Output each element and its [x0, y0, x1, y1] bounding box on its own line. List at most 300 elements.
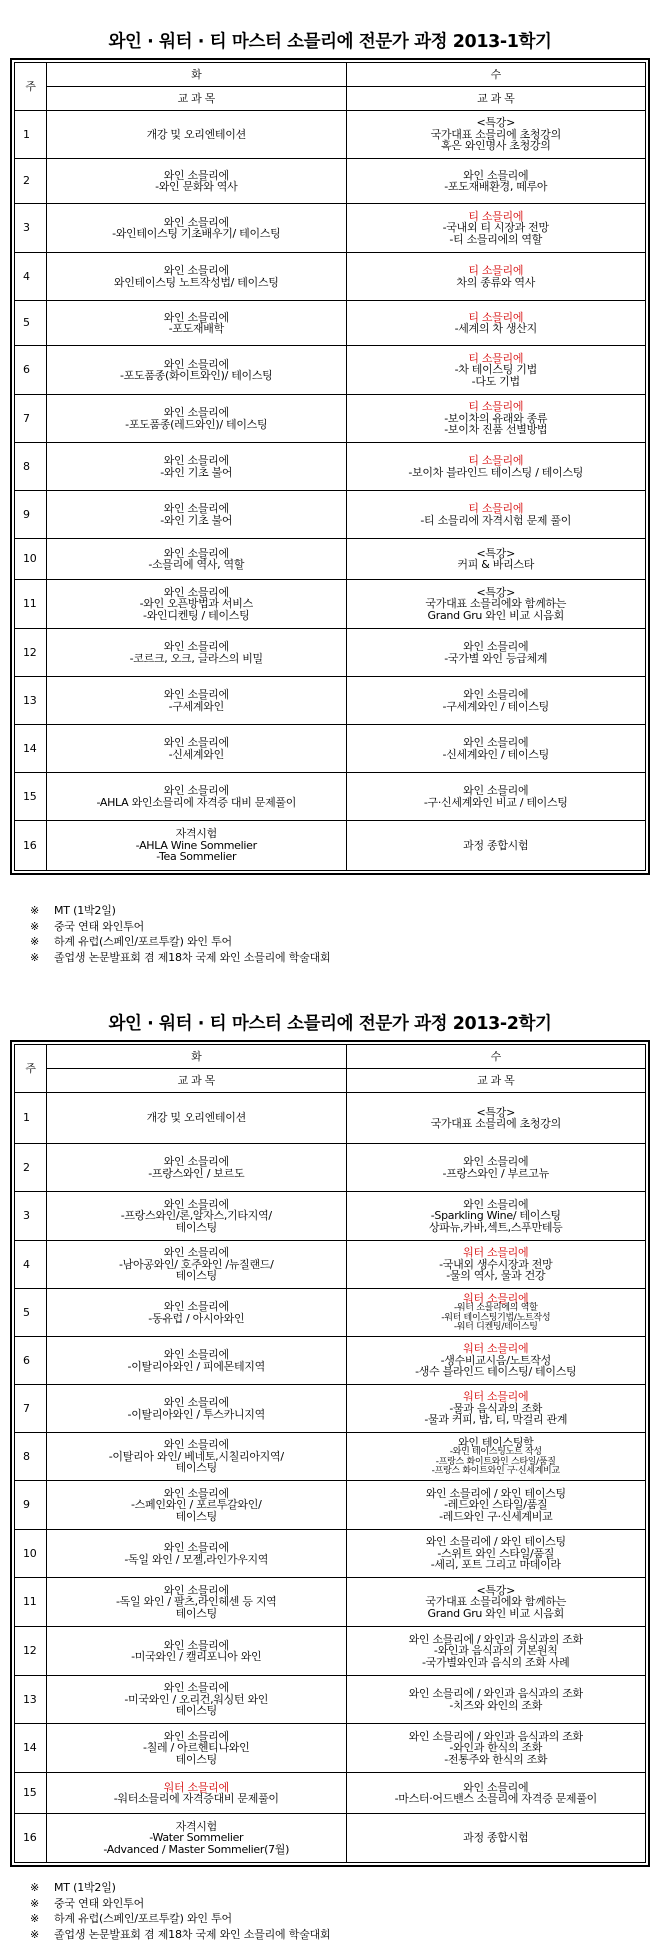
- week-number-cell: 6: [15, 1337, 47, 1385]
- cell-line: -치즈와 와인의 조화: [449, 1698, 543, 1712]
- cell-line: -마스터·어드밴스 소믈리에 자격증 문제풀이: [394, 1792, 597, 1805]
- cell-line: 와인 소믈리에: [163, 1246, 229, 1260]
- semester-1-notes: [30, 903, 330, 965]
- wednesday-subject-cell: [346, 677, 646, 725]
- cell-line: 테이스팅: [175, 1509, 217, 1523]
- cell-line: -독일 와인 / 팔츠,라인헤센 등 지역: [116, 1595, 277, 1609]
- cell-line: 와인 소믈리에: [463, 1155, 529, 1168]
- cell-line: 자격시험: [175, 1819, 217, 1833]
- cell-line: 와인 소믈리에: [163, 1583, 229, 1597]
- semester-2-title: 와인 · 워터 · 티 마스터 소믈리에 전문가 과정 2013-2학기: [108, 1014, 552, 1034]
- cell-line: 국가대표 소믈리에 초청강의: [430, 127, 561, 141]
- wednesday-subject-cell: [346, 301, 646, 346]
- cell-line: -다도 기법: [471, 374, 520, 388]
- cell-line: 워터 소믈리에: [463, 1342, 529, 1356]
- note-item: [30, 1896, 330, 1912]
- cell-line: 와인 소믈리에: [163, 215, 229, 229]
- table-row: [15, 159, 646, 204]
- cell-line: 와인 소믈리에 / 와인 테이스팅: [425, 1486, 566, 1500]
- table-row: [15, 1773, 646, 1814]
- cell-line: -와인 기초 불어: [160, 465, 233, 479]
- week-number-cell: 12: [15, 629, 47, 677]
- week-number-cell: 7: [15, 395, 47, 443]
- week-number-cell: 2: [15, 159, 47, 204]
- wednesday-subject-cell: [346, 1724, 646, 1773]
- cell-line: 와인 소믈리에: [163, 1486, 229, 1500]
- cell-line: 와인 소믈리에: [163, 1541, 229, 1554]
- cell-line: 와인 소믈리에: [463, 168, 529, 182]
- tuesday-subject-cell: [47, 253, 347, 301]
- wednesday-subject-cell: [346, 629, 646, 677]
- cell-line: 와인테이스팅 노트작성법/ 테이스팅: [113, 275, 279, 289]
- cell-line: <특강>: [476, 585, 515, 599]
- note-text: 졸업생 논문발표회 겸 제18차 국제 와인 소믈리에 학술대회: [54, 1927, 331, 1941]
- cell-line: 와인 소믈리에: [463, 640, 529, 653]
- cell-line: 워터 소믈리에: [163, 1780, 229, 1794]
- table-row: [15, 1481, 646, 1530]
- cell-line: -칠레 / 아르헨티나와인: [143, 1741, 250, 1755]
- tuesday-subject-cell: [47, 1289, 347, 1337]
- tuesday-subject-cell: [47, 1192, 347, 1241]
- cell-line: -스페인와인 / 포르투갈와인/: [131, 1498, 262, 1512]
- week-number-cell: 11: [15, 580, 47, 629]
- cell-line: -레드와인 구·신세계비교: [439, 1509, 553, 1523]
- table-row: [15, 111, 646, 159]
- note-text: 하계 유럽(스페인/포르투칼) 와인 투어: [54, 1912, 232, 1925]
- wednesday-subject-cell: [346, 346, 646, 395]
- tuesday-column-header: 화: [47, 63, 347, 87]
- cell-line: -레드와인 스타일/품질: [444, 1498, 548, 1512]
- cell-line: 티 소믈리에: [468, 400, 524, 414]
- cell-line: -워터 테이스팅기법/노트작성: [441, 1312, 551, 1323]
- table-row: [15, 1578, 646, 1627]
- week-number-cell: 15: [15, 1773, 47, 1814]
- note-text: 중국 연태 와인투어: [54, 1896, 145, 1910]
- cell-line: -동유럽 / 아시아와인: [148, 1311, 245, 1325]
- cell-line: 워터 소믈리에: [463, 1291, 529, 1305]
- cell-line: -물과 커피, 밥, 티, 막걸리 관계: [424, 1413, 568, 1427]
- cell-line: -코르크, 오크, 글라스의 비밀: [129, 651, 263, 665]
- cell-line: 와인 소믈리에: [163, 1300, 229, 1313]
- reference-mark-icon: ※: [30, 919, 40, 933]
- semester-2-schedule-table: [14, 1044, 646, 1863]
- cell-line: 와인 소믈리에: [463, 784, 529, 797]
- cell-line: -포도재배환경, 떼루아: [444, 180, 548, 193]
- cell-line: 와인 소믈리에: [163, 502, 229, 515]
- cell-line: 티 소믈리에: [468, 454, 524, 467]
- cell-line: 와인 소믈리에 / 와인과 음식과의 조화: [408, 1687, 583, 1700]
- note-text: 졸업생 논문발표회 겸 제18차 국제 와인 소믈리에 학술대회: [54, 950, 331, 964]
- wednesday-subject-cell: [346, 443, 646, 491]
- cell-line: 와인 소믈리에 / 와인과 음식과의 조화: [408, 1632, 583, 1646]
- cell-line: 테이스팅: [175, 1269, 217, 1283]
- wednesday-subject-header: 교 과 목: [346, 1069, 646, 1093]
- cell-line: <특강>: [476, 1105, 515, 1119]
- week-number-cell: 13: [15, 677, 47, 725]
- cell-line: 와인 소믈리에: [163, 1729, 229, 1743]
- cell-line: -물과 음식과의 조화: [449, 1401, 543, 1415]
- wednesday-subject-cell: [346, 580, 646, 629]
- wednesday-subject-cell: [346, 1385, 646, 1433]
- cell-line: -티 소믈리에 자격시험 문제 풀이: [420, 513, 572, 527]
- cell-line: -독일 와인 / 모젤,라인가우지역: [124, 1552, 269, 1566]
- cell-line: -와인디켄팅 / 테이스팅: [143, 608, 250, 622]
- table-row: [15, 253, 646, 301]
- tuesday-subject-cell: [47, 1627, 347, 1676]
- tuesday-subject-header: 교 과 목: [47, 1069, 347, 1093]
- reference-mark-icon: ※: [30, 1927, 40, 1941]
- cell-line: 테이스팅: [175, 1704, 217, 1718]
- cell-line: -포도재배학: [168, 322, 224, 335]
- cell-line: -프랑스 화이트와인 스타일/품질: [435, 1456, 556, 1467]
- wednesday-subject-header: 교 과 목: [346, 87, 646, 111]
- cell-line: -신세계와인 / 테이스팅: [442, 747, 549, 761]
- cell-line: -세계의 차 생산지: [454, 322, 537, 335]
- cell-line: 와인 소믈리에 / 와인과 음식과의 조화: [408, 1729, 583, 1743]
- semester-2-table-body: [15, 1093, 646, 1863]
- cell-line: -보이차의 유래와 종류: [444, 411, 548, 425]
- table-row: [15, 443, 646, 491]
- table-row: [15, 1385, 646, 1433]
- wednesday-subject-cell: [346, 1433, 646, 1481]
- week-number-cell: 1: [15, 1093, 47, 1144]
- week-number-cell: 16: [15, 821, 47, 871]
- tuesday-subject-cell: [47, 1385, 347, 1433]
- cell-line: 와인 소믈리에: [463, 1780, 529, 1794]
- cell-line: <특강>: [476, 546, 515, 560]
- wednesday-subject-cell: [346, 1773, 646, 1814]
- table-row: [15, 539, 646, 580]
- week-number-cell: 1: [15, 111, 47, 159]
- week-column-header: 주: [15, 63, 47, 111]
- cell-line: -프랑스 화이트와인 구·신세계비교: [431, 1466, 560, 1476]
- tuesday-column-header: 화: [47, 1045, 347, 1069]
- tuesday-subject-cell: [47, 1093, 347, 1144]
- note-item: [30, 1880, 330, 1896]
- wednesday-subject-cell: [346, 253, 646, 301]
- cell-line: -와인 오픈방법과 서비스: [139, 597, 253, 611]
- week-number-cell: 10: [15, 1530, 47, 1578]
- week-number-cell: 5: [15, 301, 47, 346]
- cell-line: -이탈리아 와인/ 베네토,시칠리아지역/: [108, 1449, 284, 1463]
- cell-line: -Water Sommelier: [149, 1831, 244, 1845]
- cell-line: 차의 종류와 역사: [456, 275, 536, 289]
- wednesday-subject-cell: [346, 1578, 646, 1627]
- wednesday-subject-cell: [346, 725, 646, 773]
- table-row: [15, 821, 646, 871]
- cell-line: 와인 소믈리에: [163, 640, 229, 653]
- tuesday-subject-cell: [47, 1481, 347, 1530]
- week-number-cell: 10: [15, 539, 47, 580]
- table-row: [15, 1676, 646, 1724]
- table-row: [15, 301, 646, 346]
- tuesday-subject-cell: [47, 1724, 347, 1773]
- cell-line: 와인 소믈리에: [163, 1681, 229, 1695]
- week-number-cell: 9: [15, 491, 47, 539]
- table-row: [15, 346, 646, 395]
- cell-line: -세리, 포트 그리고 마데이라: [430, 1558, 561, 1572]
- cell-line: -차 테이스팅 기법: [454, 363, 537, 377]
- cell-line: -구·신세계와인 비교 / 테이스팅: [423, 795, 568, 809]
- note-item: [30, 1927, 330, 1943]
- cell-line: 자격시험: [175, 827, 217, 841]
- tuesday-subject-cell: [47, 1676, 347, 1724]
- semester-1-table-frame: [10, 58, 650, 875]
- table-subheader-row: [15, 87, 646, 111]
- cell-line: 개강 및 오리엔테이션: [146, 1111, 246, 1125]
- wednesday-subject-cell: [346, 1144, 646, 1192]
- cell-line: 와인 소믈리에: [163, 585, 229, 599]
- reference-mark-icon: ※: [30, 950, 40, 964]
- cell-line: -전통주와 한식의 조화: [444, 1752, 548, 1766]
- cell-line: -구세계와인 / 테이스팅: [442, 699, 549, 713]
- note-item: [30, 934, 330, 950]
- cell-line: -이탈리아와인 / 피에몬테지역: [127, 1359, 265, 1373]
- cell-line: 워터 소믈리에: [463, 1246, 529, 1260]
- cell-line: 와인 소믈리에: [163, 1155, 229, 1168]
- wednesday-subject-cell: [346, 1337, 646, 1385]
- cell-line: -신세계와인: [168, 747, 224, 761]
- tuesday-subject-cell: [47, 629, 347, 677]
- table-row: [15, 1241, 646, 1289]
- table-row: [15, 725, 646, 773]
- wednesday-subject-cell: [346, 1289, 646, 1337]
- wednesday-subject-cell: [346, 773, 646, 821]
- cell-line: 커피 & 바리스타: [457, 558, 535, 571]
- week-number-cell: 8: [15, 443, 47, 491]
- table-row: [15, 677, 646, 725]
- cell-line: 와인 소믈리에: [163, 1396, 229, 1409]
- cell-line: -와인 문화와 역사: [155, 180, 238, 193]
- cell-line: 와인 소믈리에: [163, 310, 229, 324]
- cell-line: 와인 소믈리에: [463, 736, 529, 749]
- note-text: 하계 유럽(스페인/포르투칼) 와인 투어: [54, 935, 232, 948]
- week-number-cell: 13: [15, 1676, 47, 1724]
- note-text: MT (1박2일): [54, 1881, 116, 1894]
- tuesday-subject-cell: [47, 1433, 347, 1481]
- week-number-cell: 11: [15, 1578, 47, 1627]
- reference-mark-icon: ※: [30, 1896, 40, 1910]
- cell-line: 와인 소믈리에 / 와인 테이스팅: [425, 1535, 566, 1549]
- cell-line: -생수비교시음/노트작성: [440, 1353, 551, 1367]
- tuesday-subject-cell: [47, 1144, 347, 1192]
- cell-line: -국내외 생수시장과 전망: [439, 1257, 553, 1271]
- tuesday-subject-cell: [47, 539, 347, 580]
- table-row: [15, 1337, 646, 1385]
- cell-line: -스위트 와인 스타일/품질: [437, 1546, 555, 1560]
- reference-mark-icon: ※: [30, 935, 40, 948]
- cell-line: 티 소믈리에: [468, 209, 524, 223]
- cell-line: 와인 테이스팅학: [458, 1435, 534, 1449]
- table-row: [15, 1627, 646, 1676]
- wednesday-subject-cell: [346, 159, 646, 204]
- cell-line: 와인 소믈리에: [163, 1438, 229, 1452]
- tuesday-subject-cell: [47, 159, 347, 204]
- cell-line: -AHLA 와인소믈리에 자격증 대비 문제풀이: [96, 795, 297, 809]
- tuesday-subject-cell: [47, 821, 347, 871]
- week-number-cell: 4: [15, 1241, 47, 1289]
- week-number-cell: 2: [15, 1144, 47, 1192]
- wednesday-subject-cell: [346, 821, 646, 871]
- cell-line: -와인 테이스팅노트 작성: [449, 1447, 542, 1457]
- table-row: [15, 1192, 646, 1241]
- semester-1-schedule-table: [14, 62, 646, 871]
- wednesday-subject-cell: [346, 491, 646, 539]
- week-number-cell: 3: [15, 1192, 47, 1241]
- table-row: [15, 773, 646, 821]
- table-header-row: [15, 63, 646, 87]
- semester-2-table-frame: [10, 1040, 650, 1867]
- cell-line: -국가별 와인 등급체계: [444, 651, 548, 665]
- week-number-cell: 5: [15, 1289, 47, 1337]
- note-item: [30, 919, 330, 935]
- cell-line: 와인 소믈리에: [463, 688, 529, 701]
- week-number-cell: 3: [15, 204, 47, 253]
- week-number-cell: 9: [15, 1481, 47, 1530]
- cell-line: -와인과 한식의 조화: [449, 1741, 543, 1755]
- cell-line: Grand Gru 와인 비교 시음회: [427, 1606, 564, 1620]
- cell-line: 국가대표 소믈리에와 함께하는: [425, 1595, 567, 1609]
- semester-1-table-body: [15, 111, 646, 871]
- cell-line: 와인 소믈리에: [163, 168, 229, 182]
- week-number-cell: 15: [15, 773, 47, 821]
- cell-line: -Sparkling Wine/ 테이스팅: [430, 1209, 561, 1223]
- wednesday-subject-cell: [346, 1093, 646, 1144]
- tuesday-subject-cell: [47, 1337, 347, 1385]
- cell-line: <특강>: [476, 116, 515, 130]
- week-column-header: 주: [15, 1045, 47, 1093]
- cell-line: 티 소믈리에: [468, 502, 524, 515]
- cell-line: 와인 소믈리에: [163, 688, 229, 701]
- cell-line: -와인과 음식과의 기본원칙: [433, 1644, 558, 1658]
- cell-line: 티 소믈리에: [468, 264, 524, 277]
- table-row: [15, 395, 646, 443]
- tuesday-subject-cell: [47, 1241, 347, 1289]
- table-row: [15, 1530, 646, 1578]
- cell-line: -포도품종(화이트와인)/ 테이스팅: [120, 369, 273, 382]
- tuesday-subject-cell: [47, 580, 347, 629]
- cell-line: -물의 역사, 물과 건강: [446, 1269, 546, 1283]
- cell-line: 국가대표 소믈리에와 함께하는: [425, 597, 567, 611]
- cell-line: 테이스팅: [175, 1220, 217, 1234]
- cell-line: 와인 소믈리에: [163, 1348, 229, 1361]
- cell-line: 개강 및 오리엔테이션: [146, 127, 246, 141]
- cell-line: -국가별와인과 음식의 조화 사례: [422, 1655, 570, 1669]
- table-row: [15, 1144, 646, 1192]
- table-row: [15, 1433, 646, 1481]
- cell-line: -워터소믈리에 자격증대비 문제풀이: [113, 1792, 279, 1805]
- table-row: [15, 491, 646, 539]
- cell-line: 와인 소믈리에: [463, 1197, 529, 1211]
- tuesday-subject-cell: [47, 1814, 347, 1863]
- reference-mark-icon: ※: [30, 1881, 40, 1894]
- cell-line: -이탈리아와인 / 투스카니지역: [127, 1407, 265, 1421]
- cell-line: 와인 소믈리에: [163, 546, 229, 560]
- tuesday-subject-cell: [47, 773, 347, 821]
- table-row: [15, 1724, 646, 1773]
- week-number-cell: 14: [15, 1724, 47, 1773]
- wednesday-subject-cell: [346, 1481, 646, 1530]
- cell-line: 와인 소믈리에: [163, 736, 229, 749]
- note-text: MT (1박2일): [54, 904, 116, 917]
- cell-line: -Advanced / Master Sommelier(7월): [103, 1842, 290, 1856]
- cell-line: -AHLA Wine Sommelier: [135, 838, 257, 852]
- wednesday-subject-cell: [346, 1530, 646, 1578]
- week-number-cell: 6: [15, 346, 47, 395]
- wednesday-subject-cell: [346, 111, 646, 159]
- cell-line: 와인 소믈리에: [163, 784, 229, 797]
- cell-line: 테이스팅: [175, 1752, 217, 1766]
- tuesday-subject-cell: [47, 1773, 347, 1814]
- wednesday-subject-cell: [346, 539, 646, 580]
- semester-2-notes: [30, 1880, 330, 1942]
- cell-line: -소믈리에 역사, 역할: [148, 558, 245, 571]
- table-header-row: [15, 1045, 646, 1069]
- cell-line: -Tea Sommelier: [156, 850, 237, 864]
- reference-mark-icon: ※: [30, 904, 40, 917]
- wednesday-subject-cell: [346, 204, 646, 253]
- cell-line: 와인 소믈리에: [163, 264, 229, 277]
- cell-line: 워터 소믈리에: [463, 1390, 529, 1404]
- cell-line: -국내외 티 시장과 전망: [442, 221, 549, 235]
- wednesday-subject-cell: [346, 1627, 646, 1676]
- cell-line: -보이차 블라인드 테이스팅 / 테이스팅: [408, 465, 584, 479]
- table-row: [15, 204, 646, 253]
- table-row: [15, 1814, 646, 1863]
- reference-mark-icon: ※: [30, 1912, 40, 1925]
- table-subheader-row: [15, 1069, 646, 1093]
- cell-line: 상파뉴,카바,섹트,스푸만테등: [428, 1220, 563, 1234]
- cell-line: 과정 종합시험: [463, 1831, 529, 1845]
- tuesday-subject-cell: [47, 1578, 347, 1627]
- tuesday-subject-cell: [47, 443, 347, 491]
- cell-line: -워터 소믈리에의 역할: [453, 1303, 538, 1313]
- note-item: [30, 903, 330, 919]
- wednesday-subject-cell: [346, 1814, 646, 1863]
- cell-line: -프랑스와인 / 부르고뉴: [442, 1166, 549, 1180]
- tuesday-subject-cell: [47, 491, 347, 539]
- week-number-cell: 8: [15, 1433, 47, 1481]
- cell-line: 티 소믈리에: [468, 310, 524, 324]
- cell-line: 국가대표 소믈리에 초청강의: [430, 1117, 561, 1130]
- cell-line: 테이스팅: [175, 1461, 217, 1475]
- cell-line: 와인 소믈리에: [163, 357, 229, 371]
- cell-line: -보이차 진품 선별방법: [444, 423, 548, 437]
- tuesday-subject-header: 교 과 목: [47, 87, 347, 111]
- cell-line: -프랑스와인/론,알자스,기타지역/: [120, 1209, 272, 1223]
- tuesday-subject-cell: [47, 301, 347, 346]
- week-number-cell: 4: [15, 253, 47, 301]
- cell-line: -미국와인 / 오리건,워싱턴 와인: [124, 1692, 269, 1706]
- tuesday-subject-cell: [47, 677, 347, 725]
- wednesday-subject-cell: [346, 395, 646, 443]
- cell-line: 과정 종합시험: [463, 838, 529, 852]
- table-row: [15, 580, 646, 629]
- week-number-cell: 16: [15, 1814, 47, 1863]
- table-row: [15, 1093, 646, 1144]
- wednesday-column-header: 수: [346, 1045, 646, 1069]
- semester-1-title: 와인 · 워터 · 티 마스터 소믈리에 전문가 과정 2013-1학기: [108, 32, 552, 52]
- cell-line: <특강>: [476, 1583, 515, 1597]
- cell-line: -와인 기초 불어: [160, 513, 233, 527]
- cell-line: -생수 블라인드 테이스팅/ 테이스팅: [415, 1365, 577, 1379]
- week-number-cell: 7: [15, 1385, 47, 1433]
- week-number-cell: 12: [15, 1627, 47, 1676]
- table-row: [15, 629, 646, 677]
- tuesday-subject-cell: [47, 725, 347, 773]
- cell-line: 테이스팅: [175, 1606, 217, 1620]
- tuesday-subject-cell: [47, 346, 347, 395]
